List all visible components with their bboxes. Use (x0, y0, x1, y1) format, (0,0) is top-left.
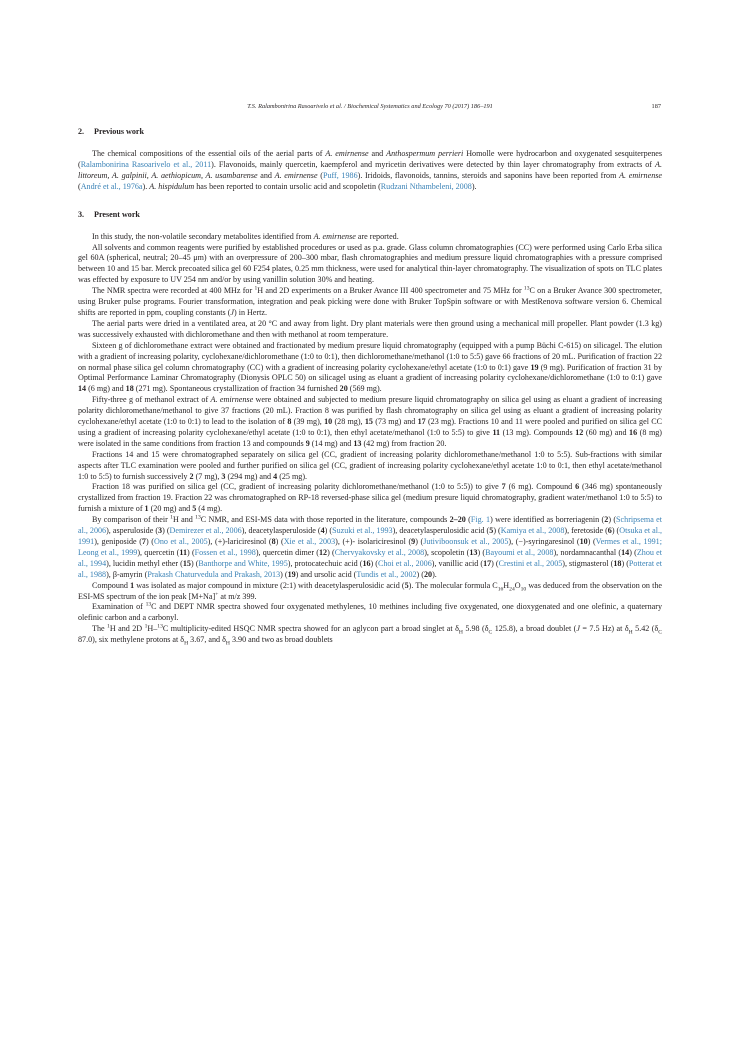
article-page (78, 100, 662, 646)
citation-link[interactable]: Banthorpe and White, 1995 (198, 558, 288, 568)
running-title: T.S. Ralambonirina Rasoarivelo et al. / Biochemical Systematics and Ecology 70 (2017) 186–191 (247, 103, 493, 110)
section-heading-previous-work: 2. Previous work (78, 127, 144, 136)
paragraph: Fraction 18 was purified on silica gel (CC, gradient of increasing polarity dichloromethane/methanol (1:0 to 5:5)) to give 7 (6 mg). Compound 6 (346 mg) spontaneously crystallized from fraction 19. Fraction 22 was chromatographed on RP-18 reversed-phase silica gel (medium presure liquid chromatography, gradient water/methanol 1:0 to 5:5) to furnish a mixture of 1 (20 mg) and 5 (4 mg). (78, 482, 662, 514)
paragraph: All solvents and common reagents were purified by established procedures or used as p.a. grade. Glass column chromatographies (CC) were performed using Carlo Erba silica gel 60A (spherical, neutral; 20–45 μm) with an overpressure of 200–300 mbar, flash chromatographies and medium pressure liquid chromatographies with a pressure comprised between 10 and 15 bar. Merck precoated silica gel 60 F254 plates, 0.25 mm thickness, were used for analytical thin-layer chromatography. The visualization of spots on TLC plates was effected by exposure to UV 254 nm and/or by using vanillin solution 30% and heating. (78, 242, 662, 285)
paragraph: By comparison of their $^1$H and $^{13}$C NMR, and ESI-MS data with those reported in the literature, compounds 2–20 (Fig. 1) were identified as borreriagenin (2) (Schripsema et al., 2006), asperuloside (3) (Demirezer et al., 2006), deacetylasperuloside (4) (Suzuki et al., 1993), deacetylasperulosidic acid (5) (Kamiya et al., 2008), feretoside (6) (Otsuka et al., 1991), geniposide (7) (Ono et al., 2005), (+)-lariciresinol (8) (Xie et al., 2003), (+)- isolariciresinol (9) (Jutiviboonsuk et al., 2005), (−)-syringaresinol (10) (Vermes et al., 1991; Leong et al., 1999), quercetin (11) (Fossen et al., 1998), quercetin dimer (12) (Chervyakovsky et al., 2008), scopoletin (13) (Bayoumi et al., 2008), nordamnacanthal (14) (Zhou et al., 1994), lucidin methyl ether (15) (Banthorpe and White, 1995), protocatechuic acid (16) (Choi et al., 2006), vanillic acid (17) (Crestini et al., 2005), stigmasterol (18) (Potterat et al., 1988), β-amyrin (Prakash Chaturvedula and Prakash, 2013) (19) and ursolic acid (Tundis et al., 2002) (20). (78, 514, 663, 579)
running-header (78, 100, 662, 114)
citation-link[interactable]: Schripsema et al., 2006 (78, 515, 662, 536)
citation-link[interactable]: Demirezer et al., 2006 (169, 526, 242, 536)
citation-link[interactable]: André et al., 1976a (80, 181, 143, 191)
figure-link[interactable]: Fig. 1 (470, 515, 491, 525)
paragraph: Fifty-three g of methanol extract of A. emirnense were obtained and subjected to medium presure liquid chromatography on silica gel using as eluant a gradient of increasing polarity dichloromethane/methanol to give 37 fractions (20 mL). Fraction 8 was purified by flash chromatography on silica gel using as eluant a gradient of increasing polarity cyclohexane/ethyl acetate (1:0 to 0:1) to lead to the isolation of 8 (39 mg), 10 (28 mg), 15 (73 mg) and 17 (23 mg). Fractions 10 and 11 were pooled and purified on silica gel CC using a gradient of increasing polarity cyclohexane/ethyl acetate (1:0 to 0:1), then ethyl acetate/methanol (1:0 to 5:5) to give 11 (13 mg). Compounds 12 (60 mg) and 16 (8 mg) were isolated in the same conditions from fraction 13 and compounds 9 (14 mg) and 13 (42 mg) from fraction 20. (78, 395, 663, 448)
citation-link[interactable]: Jutiviboonsuk et al., 2005 (423, 537, 509, 546)
citation-link[interactable]: Tundis et al., 2002 (356, 569, 417, 579)
citation-link[interactable]: Zhou et al., 1994 (78, 547, 663, 568)
citation-link[interactable]: Otsuka et al., 1991 (78, 526, 662, 546)
section-heading-present-work: 3. Present work (78, 209, 140, 219)
paragraph: The aerial parts were dried in a ventilated area, at 20 °C and away from light. Dry plant materials were then ground using a mechanical mill propeller. Plant powder (1.3 kg) was successively exhausted with dichloromethane and then with methanol at room temperature. (78, 318, 662, 339)
paragraph: Examination of $^{13}$C and DEPT NMR spectra showed four oxygenated methylenes, 10 methines including five oxygenated, one dioxygenated and one olefinic, a quaternary olefinic carbon and a carbonyl. (78, 601, 662, 623)
citation-link[interactable]: Kamiya et al., 2008 (500, 526, 565, 536)
citation-link[interactable]: Puff, 1986 (322, 170, 358, 180)
paragraph: Sixteen g of dichloromethane extract were obtained and fractionated by medium presure liquid chromatography (equipped with a pump Büchi C-615) on silicagel. The elution with a gradient of increasing polarity, cyclohexane/dichloromethane (1:0 to 0:1), then dichloromethane/methanol (1:0 to 5:5) gave 66 fractions of 20 mL. Purification of fraction 22 on normal phase silica gel column chromatography (CC) with a gradient of increasing polarity cyclohexane/ethyl acetate (1:0 to 0:1) gave 19 (9 mg). Purification of fraction 31 by Optimal Performance Laminar Chromatography (Dionysis OPLC 50) on silicagel using as eluant a gradient of increasing polarity cyclohexane/dichloromethane (1:0 to 0:1) gave 14 (6 mg) and 18 (271 mg). Spontaneous crystallization of fraction 34 furnished 20 (569 mg). (78, 340, 662, 394)
paragraph: The chemical compositions of the essential oils of the aerial parts of A. emirnense and Anthospermum perrieri Homolle were hydrocarbon and oxygenated sesquiterpenes (Ralambonirina Rasoarivelo et al., 2011). Flavonoids, mainly quercetin, kaempferol and myricetin derivatives were detected by thin layer chromatography from extracts of A. littoreum, A. galpinii, A. aethiopicum, A. usambarense and A. emirnense (Puff, 1986). Iridoids, flavonoids, tannins, steroids and saponins have been reported from A. emirnense (André et al., 1976a). A. hispidulum has been reported to contain ursolic acid and scopoletin (Rudzani Nthambeleni, 2008). (78, 149, 662, 191)
citation-link[interactable]: Prakash Chaturvedula and Prakash, 2013 (147, 569, 281, 579)
citation-link[interactable]: Chervyakovsky et al., 2008 (334, 547, 425, 557)
citation-link[interactable]: Vermes et al., 1991; Leong et al., 1999 (78, 537, 662, 557)
section-present-work-body (78, 232, 662, 646)
citation-link[interactable]: Ralambonirina Rasoarivelo et al., 2011 (80, 159, 212, 169)
citation-link[interactable]: Crestini et al., 2005 (498, 558, 563, 568)
paragraph: The NMR spectra were recorded at 400 MHz for $^1$H and 2D experiments on a Bruker Avance III 400 spectrometer and 75 MHz for $^{13}$C on a Bruker Avance 300 spectrometer, using Bruker pulse programs. Fourier transformation, integration and peak picking were done with Bruker TopSpin software or with MestRenova software version 6. Chemical shifts are reported in ppm, coupling constants (J) in Hertz. (78, 285, 662, 317)
citation-link[interactable]: Choi et al., 2006 (377, 558, 432, 568)
citation-link[interactable]: Bayoumi et al., 2008 (485, 547, 554, 557)
citation-link[interactable]: Ono et al., 2005 (153, 537, 208, 546)
citation-link[interactable]: Rudzani Nthambeleni, 2008 (380, 181, 472, 191)
paragraph: Fractions 14 and 15 were chromatographed separately on silica gel (CC, gradient of increasing polarity dichloromethane/methanol 1:0 to 5:5). Sub-fractions with similar aspects after TLC examination were pooled and further purified on silica gel (CC, gradient of increasing polarity cyclohexane/ethyl acetate 1:0 to 0:1, then ethyl acetate/methanol 1:0 to 5:5) to furnish successively 2 (7 mg), 3 (294 mg) and 4 (25 mg). (78, 449, 662, 481)
citation-link[interactable]: Potterat et al., 1988 (78, 558, 662, 579)
citation-link[interactable]: Fossen et al., 1998 (194, 547, 256, 557)
section-previous-work-body (78, 149, 662, 193)
paragraph: In this study, the non-volatile secondary metabolites identified from A. emirnense are reported. (92, 231, 399, 241)
citation-link[interactable]: Suzuki et al., 1993 (332, 526, 393, 536)
citation-link[interactable]: Xie et al., 2003 (283, 537, 336, 546)
page-number: 187 (651, 103, 661, 110)
paragraph: Compound 1 was isolated as major compound in mixture (2:1) with deacetylasperulosidic acid (5). The molecular formula $C_{16}H_{24}O_{10}$ was deduced from the observation on the ESI-MS spectrum of the ion peak [M+Na]+ at m/z 399. (78, 580, 662, 601)
paragraph: The $^1$H and 2D $^1$H–$^{13}$C multiplicity-edited HSQC NMR spectra showed for an aglycon part a broad singlet at $\delta_H$ 5.98 ($\delta_C$ 125.8), a broad doublet (J = 7.5 Hz) at $\delta_H$ 5.42 ($\delta_C$ 87.0), six methylene protons at $\delta_H$ 3.67, and $\delta_H$ 3.90 and two as broad doublets (78, 623, 662, 647)
